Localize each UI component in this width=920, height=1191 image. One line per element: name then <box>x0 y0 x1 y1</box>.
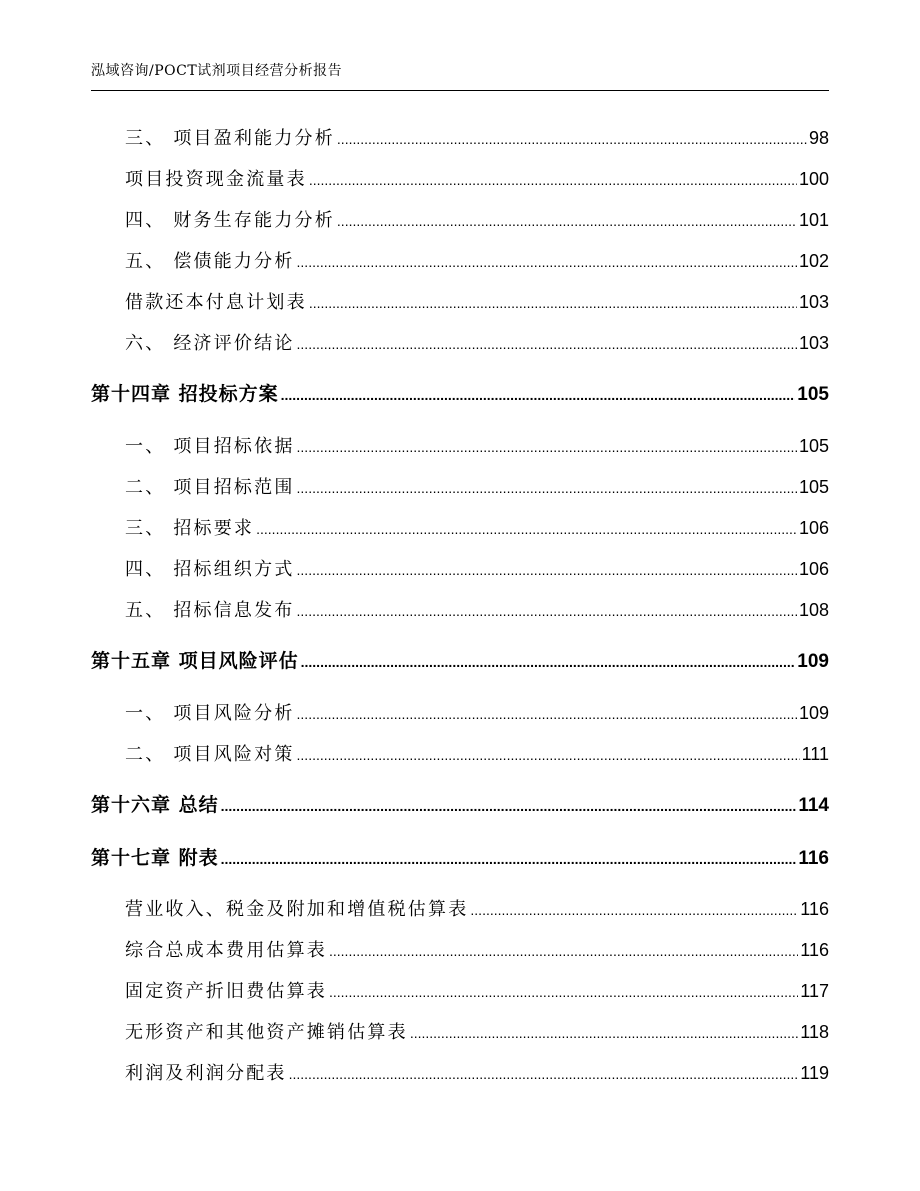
toc-entry-page: 117 <box>800 981 829 1001</box>
toc-leader-dots <box>337 131 807 147</box>
toc-entry-label: 三、 招标要求 <box>125 518 255 539</box>
toc-leader-dots <box>221 798 797 814</box>
toc-entry[interactable] <box>91 329 829 355</box>
toc-entry[interactable] <box>91 124 829 150</box>
toc-leader-dots <box>297 603 797 619</box>
toc-leader-dots <box>297 439 797 455</box>
toc-entry[interactable] <box>91 432 829 458</box>
page-header: 泓域咨询/POCT试剂项目经营分析报告 <box>91 63 343 79</box>
toc-chapter-entry[interactable] <box>91 843 829 870</box>
toc-entry-label: 固定资产折旧费估算表 <box>125 981 327 1002</box>
toc-entry-label: 综合总成本费用估算表 <box>125 940 327 961</box>
toc-entry-label: 营业收入、税金及附加和增值税估算表 <box>125 899 469 920</box>
toc-entry-label: 四、 招标组织方式 <box>125 559 295 580</box>
toc-entry-page: 103 <box>798 333 829 353</box>
toc-entry-label: 三、 项目盈利能力分析 <box>125 128 335 149</box>
toc-leader-dots <box>281 387 796 403</box>
toc-chapter-page: 105 <box>797 384 829 405</box>
toc-entry-label: 利润及利润分配表 <box>125 1063 287 1084</box>
toc-entry-label: 二、 项目招标范围 <box>125 477 295 498</box>
toc-entry[interactable] <box>91 936 829 962</box>
toc-entry-page: 116 <box>800 940 829 960</box>
toc-leader-dots <box>256 521 797 537</box>
toc-leader-dots <box>297 480 797 496</box>
toc-entry[interactable] <box>91 288 829 314</box>
toc-entry-page: 106 <box>798 559 829 579</box>
toc-entry-page: 119 <box>800 1063 829 1083</box>
toc-entry[interactable] <box>91 1059 829 1085</box>
toc-entry-page: 105 <box>798 436 829 456</box>
toc-entry-label: 一、 项目风险分析 <box>125 703 295 724</box>
toc-entry-label: 项目投资现金流量表 <box>125 169 307 190</box>
toc-entry-label: 一、 项目招标依据 <box>125 436 295 457</box>
toc-chapter-entry[interactable] <box>91 646 829 673</box>
toc-entry-label: 五、 招标信息发布 <box>125 600 295 621</box>
toc-entry-page: 118 <box>800 1022 829 1042</box>
toc-entry-page: 105 <box>798 477 829 497</box>
toc-entry-page: 100 <box>798 169 829 189</box>
toc-entry-label: 借款还本付息计划表 <box>125 292 307 313</box>
toc-leader-dots <box>297 254 797 270</box>
toc-leader-dots <box>297 706 797 722</box>
toc-entry-label: 六、 经济评价结论 <box>125 333 295 354</box>
toc-entry[interactable] <box>91 1018 829 1044</box>
toc-chapter-label: 第十七章 附表 <box>91 847 219 869</box>
toc-entry-label: 二、 项目风险对策 <box>125 744 295 765</box>
toc-entry[interactable] <box>91 699 829 725</box>
toc-entry-page: 101 <box>798 210 829 230</box>
toc-entry[interactable] <box>91 514 829 540</box>
toc-entry[interactable] <box>91 165 829 191</box>
toc-entry-page: 102 <box>798 251 829 271</box>
toc-leader-dots <box>337 213 797 229</box>
toc-entry-page: 106 <box>798 518 829 538</box>
toc-entry[interactable] <box>91 206 829 232</box>
toc-entry[interactable] <box>91 740 829 766</box>
toc-entry-page: 109 <box>798 703 829 723</box>
toc-entry[interactable] <box>91 555 829 581</box>
toc-leader-dots <box>309 295 797 311</box>
toc-chapter-page: 109 <box>797 651 829 672</box>
toc-chapter-label: 第十五章 项目风险评估 <box>91 650 299 672</box>
toc-entry-page: 116 <box>800 899 829 919</box>
toc-leader-dots <box>297 747 800 763</box>
toc-leader-dots <box>470 902 798 918</box>
toc-chapter-entry[interactable] <box>91 790 829 817</box>
header-rule <box>91 90 829 91</box>
toc-entry[interactable] <box>91 596 829 622</box>
toc-entry-label: 四、 财务生存能力分析 <box>125 210 335 231</box>
toc-leader-dots <box>289 1066 799 1082</box>
toc-chapter-label: 第十四章 招投标方案 <box>91 383 279 405</box>
toc-leader-dots <box>297 336 797 352</box>
toc-leader-dots <box>301 654 796 670</box>
toc-entry[interactable] <box>91 473 829 499</box>
toc-leader-dots <box>410 1025 798 1041</box>
toc-leader-dots <box>329 984 798 1000</box>
toc-entry[interactable] <box>91 247 829 273</box>
toc-entry-page: 103 <box>798 292 829 312</box>
toc-chapter-label: 第十六章 总结 <box>91 794 219 816</box>
toc-leader-dots <box>297 562 797 578</box>
toc-entry-label: 五、 偿债能力分析 <box>125 251 295 272</box>
toc-entry-page: 108 <box>798 600 829 620</box>
toc-leader-dots <box>329 943 798 959</box>
toc-entry-label: 无形资产和其他资产摊销估算表 <box>125 1022 408 1043</box>
toc-entry[interactable] <box>91 895 829 921</box>
toc-chapter-page: 116 <box>798 848 829 869</box>
toc-leader-dots <box>221 851 797 867</box>
toc-chapter-entry[interactable] <box>91 379 829 406</box>
toc-leader-dots <box>309 172 797 188</box>
toc-entry-page: 98 <box>808 128 829 148</box>
toc-entry-page: 111 <box>801 744 829 764</box>
toc-chapter-page: 114 <box>798 795 829 816</box>
toc-entry[interactable] <box>91 977 829 1003</box>
